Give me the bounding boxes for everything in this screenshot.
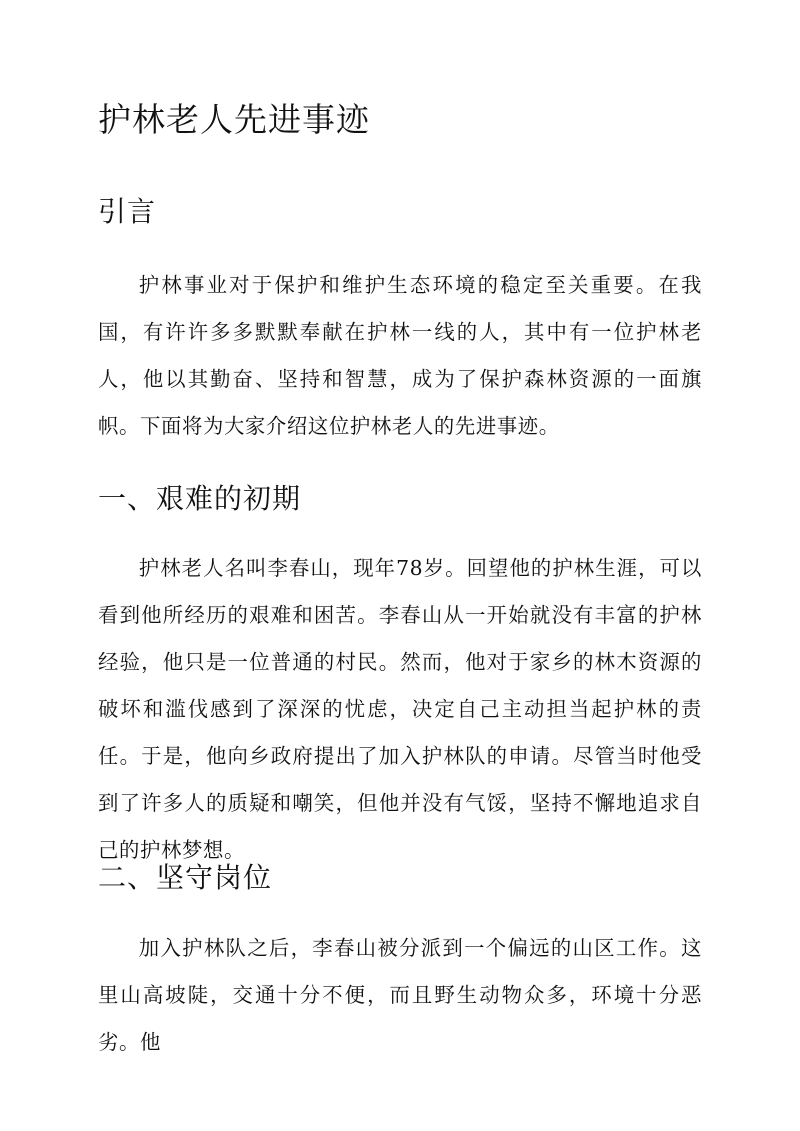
section-heading-intro: 引言 — [98, 195, 157, 228]
section-body-difficult-beginning: 护林老人名叫李春山，现年78岁。回望他的护林生涯，可以看到他所经历的艰难和困苦。李春山从一开始就没有丰富的护林经验，他只是一位普通的村民。然而，他对于家乡的林木资源的破坏和滥伐感到了深深的忧虑，决定自己主动担当起护林的责任。于是，他向乡政府提出了加入护林队的申请。尽管当时他受到了许多人的质疑和嘲笑，但他并没有气馁，坚持不懈地追求自己的护林梦想。 — [98, 556, 702, 862]
section-body-intro: 护林事业对于保护和维护生态环境的稳定至关重要。在我国，有许许多多默默奉献在护林一线的人，其中有一位护林老人，他以其勤奋、坚持和智慧，成为了保护森林资源的一面旗帜。下面将为大家介绍这位护林老人的先进事迹。 — [98, 273, 702, 438]
document-title: 护林老人先进事迹 — [98, 100, 370, 139]
section-heading-difficult-beginning: 一、艰难的初期 — [98, 482, 302, 515]
section-heading-stick-to-post: 二、坚守岗位 — [98, 861, 273, 894]
section-body-stick-to-post: 加入护林队之后，李春山被分派到一个偏远的山区工作。这里山高坡陡，交通十分不便，而且野生动物众多，环境十分恶劣。他 — [98, 936, 702, 1054]
